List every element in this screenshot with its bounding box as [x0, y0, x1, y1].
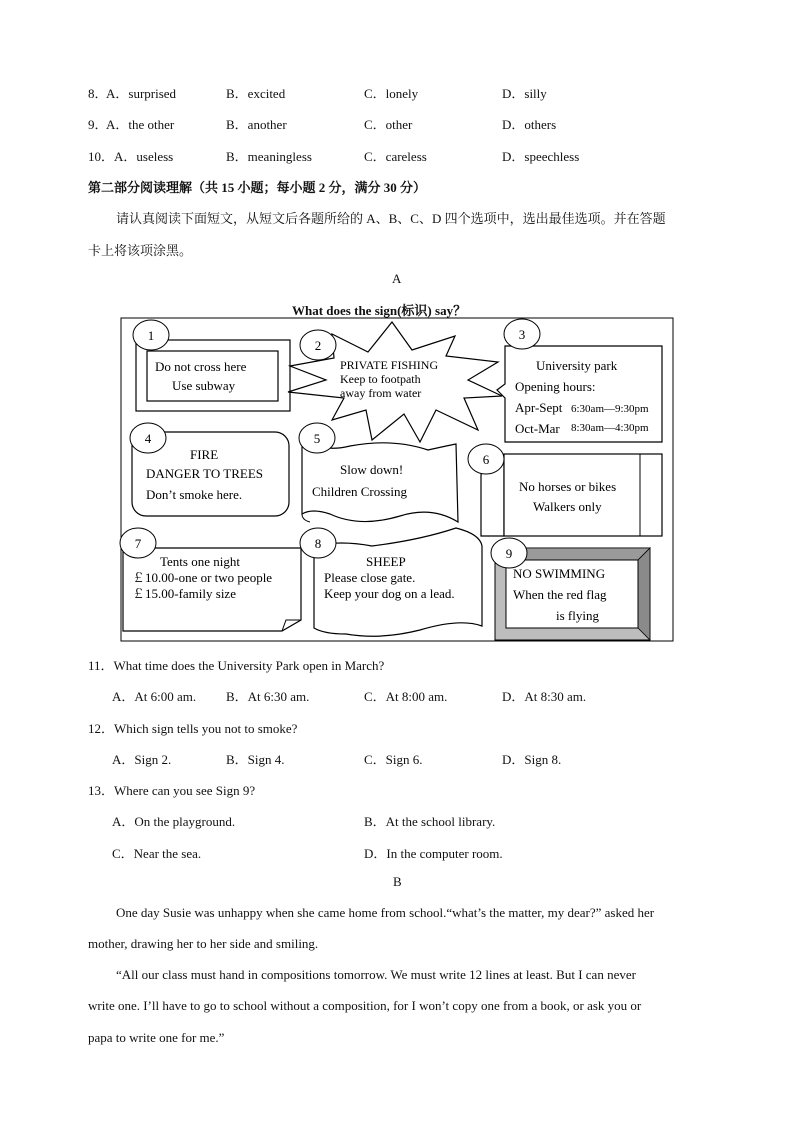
- sign-text: PRIVATE FISHING: [340, 358, 439, 372]
- option-b: B．At 6:30 am.: [226, 689, 310, 704]
- option-d: D．At 8:30 am.: [502, 689, 587, 704]
- sign-3: [497, 319, 662, 442]
- passage-b-text: write one. I’ll have to go to school without a composition, for I won’t copy one from a book, or ask you or: [88, 998, 642, 1013]
- sign-text: Don’t smoke here.: [146, 487, 243, 502]
- option-b: B．another: [226, 117, 287, 132]
- question-number: 9．: [88, 117, 108, 132]
- sign-text: Use subway: [172, 378, 236, 393]
- sign-number: 5: [313, 431, 321, 446]
- sign-text: Slow down!: [340, 462, 404, 477]
- question-13-options-cd: [0, 843, 794, 863]
- question-11-stem: 11．What time does the University Park open in March?: [88, 658, 385, 673]
- sign-text: Do not cross here: [155, 359, 247, 374]
- sign-text: 6:30am—9:30pm: [571, 403, 649, 415]
- sign-text: Apr-Sept: [515, 400, 563, 415]
- sign-text: 8:30am—4:30pm: [571, 422, 649, 434]
- question-13-options-ab: [0, 811, 794, 831]
- sign-8: [300, 528, 482, 636]
- sign-text: University park: [536, 358, 618, 373]
- sign-text: When the red flag: [513, 587, 607, 602]
- option-d: D．silly: [502, 86, 547, 101]
- question-12-options: [0, 749, 794, 769]
- passage-letter-a: A: [392, 271, 402, 286]
- sign-5: [299, 423, 458, 522]
- sign-number: 9: [505, 546, 513, 561]
- passage-b-text: mother, drawing her to her side and smiling.: [88, 936, 319, 951]
- sign-7: [120, 528, 301, 631]
- question-11-options: [0, 686, 794, 706]
- option-d: D．others: [502, 117, 557, 132]
- option-a: A．surprised: [106, 86, 177, 101]
- option-b: B．Sign 4.: [226, 752, 285, 767]
- option-c: C．At 8:00 am.: [364, 689, 448, 704]
- option-d: D．Sign 8.: [502, 752, 562, 767]
- sign-text: Oct-Mar: [515, 421, 560, 436]
- sign-text: DANGER TO TREES: [146, 466, 264, 481]
- sign-text: Tents one night: [160, 554, 240, 569]
- sign-number: 1: [147, 328, 155, 343]
- section-title: 第二部分阅读理解（共 15 小题；每小题 2 分，满分 30 分）: [88, 180, 427, 195]
- sign-text: ￡15.00-family size: [132, 586, 236, 601]
- passage-b-text: papa to write one for me.”: [88, 1030, 225, 1045]
- sign-number: 3: [518, 327, 526, 342]
- option-d: D．speechless: [502, 149, 580, 164]
- instruction-line-1: 请认真阅读下面短文，从短文后各题所给的 A、B、C、D 四个选项中，选出最佳选项。并在答题: [116, 211, 666, 226]
- option-c: C．other: [364, 117, 413, 132]
- sign-text: Opening hours:: [515, 379, 596, 394]
- passage-b-text: “All our class must hand in compositions tomorrow. We must write 12 lines at least. But I can never: [116, 967, 636, 982]
- option-a: A．useless: [114, 149, 174, 164]
- instruction-line-2: 卡上将该项涂黑。: [88, 243, 193, 258]
- sign-number: 6: [482, 452, 490, 467]
- sign-number: 7: [134, 536, 142, 551]
- sign-text: No horses or bikes: [519, 479, 617, 494]
- option-d: D．In the computer room.: [364, 846, 503, 861]
- sign-text: Children Crossing: [312, 484, 407, 499]
- sign-text: ￡10.00-one or two people: [132, 570, 273, 585]
- option-c: C．lonely: [364, 86, 419, 101]
- sign-text: FIRE: [190, 447, 219, 462]
- sign-text: Keep your dog on a lead.: [324, 586, 455, 601]
- sign-6: [468, 444, 662, 536]
- question-number: 8．: [88, 86, 108, 101]
- sign-number: 8: [314, 536, 322, 551]
- sign-9: [491, 538, 650, 640]
- sign-4: [130, 423, 289, 516]
- sign-text: is flying: [556, 608, 599, 623]
- sign-number: 4: [144, 431, 152, 446]
- option-c: C．Sign 6.: [364, 752, 423, 767]
- sign-text: NO SWIMMING: [513, 566, 606, 581]
- option-b: B．meaningless: [226, 149, 312, 164]
- sign-number: 2: [314, 338, 322, 353]
- sign-text: Keep to footpath: [340, 372, 421, 386]
- option-b: B．excited: [226, 86, 286, 101]
- option-b: B．At the school library.: [364, 814, 496, 829]
- question-number: 10．: [88, 149, 115, 164]
- question-12-stem: 12．Which sign tells you not to smoke?: [88, 721, 298, 736]
- sign-text: away from water: [340, 386, 422, 400]
- option-a: A．At 6:00 am.: [112, 689, 197, 704]
- question-13-stem: 13．Where can you see Sign 9?: [88, 783, 256, 798]
- sign-text: Please close gate.: [324, 570, 416, 585]
- passage-a-title: What does the sign(标识) say？: [292, 303, 467, 318]
- sign-1: [133, 320, 290, 411]
- sign-text: Walkers only: [533, 499, 602, 514]
- option-a: A．Sign 2.: [112, 752, 172, 767]
- sign-text: SHEEP: [366, 554, 406, 569]
- passage-b-text: One day Susie was unhappy when she came home from school.“what’s the matter, my dear?” asked her: [116, 905, 655, 920]
- option-a: A．the other: [106, 117, 175, 132]
- option-c: C．Near the sea.: [112, 846, 202, 861]
- passage-letter-b: B: [393, 874, 402, 889]
- option-a: A．On the playground.: [112, 814, 236, 829]
- option-c: C．careless: [364, 149, 427, 164]
